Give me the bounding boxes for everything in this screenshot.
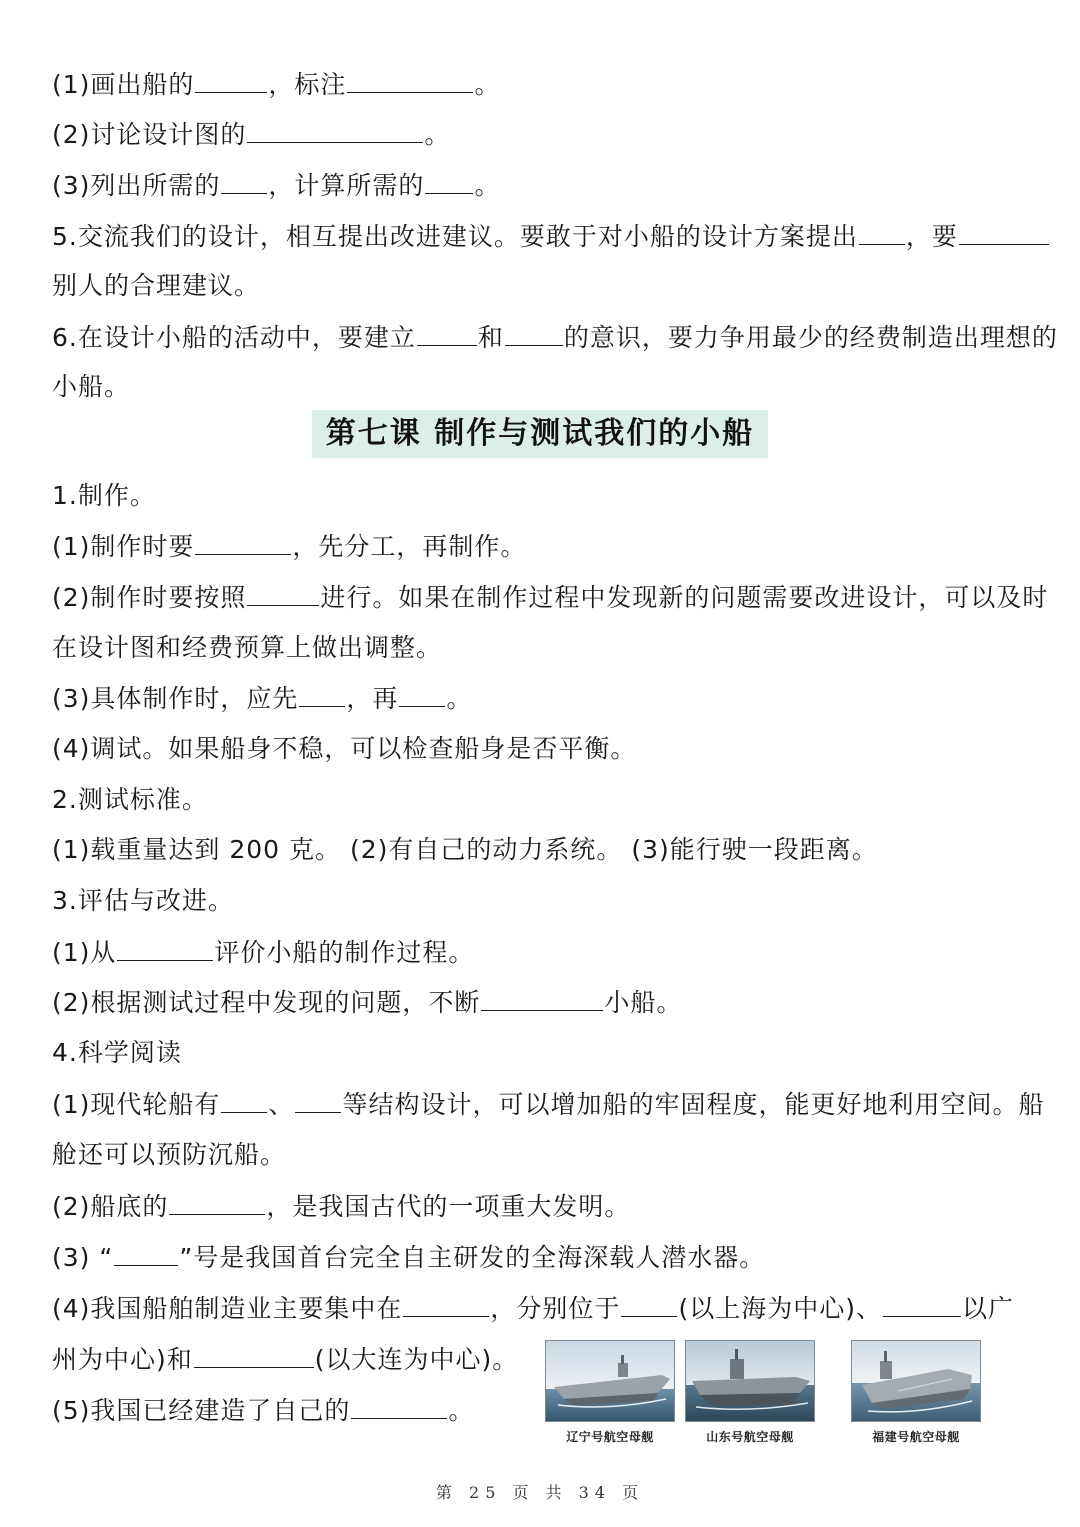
aircraft-carrier-photo-icon bbox=[685, 1340, 815, 1422]
eval-heading bbox=[52, 883, 1030, 919]
fill-blank bbox=[621, 1290, 677, 1317]
text-segment: ，计算所需的 bbox=[268, 171, 425, 200]
question-6 bbox=[52, 319, 1058, 356]
question-2-discuss bbox=[52, 116, 1030, 153]
text-segment: 6.在设计小船的活动中，要建立 bbox=[52, 323, 416, 352]
make-item-3 bbox=[52, 680, 1030, 717]
fill-blank bbox=[195, 66, 267, 93]
text-segment: ”号是我国首台完全自主研发的全海深载人潜水器。 bbox=[179, 1243, 766, 1272]
question-6-line2 bbox=[52, 369, 1030, 405]
aircraft-carrier-photo-icon bbox=[545, 1340, 675, 1422]
test-items bbox=[52, 832, 1030, 868]
text-segment: 在设计图和经费预算上做出调整。 bbox=[52, 633, 443, 662]
text-segment: ，再 bbox=[346, 684, 399, 713]
text-segment: 、 bbox=[268, 1090, 295, 1119]
section-heading: 1.制作。 bbox=[52, 481, 156, 510]
fill-blank bbox=[195, 528, 291, 555]
fill-blank bbox=[959, 218, 1049, 245]
make-item-2 bbox=[52, 579, 1049, 616]
text-segment: 以广 bbox=[961, 1294, 1014, 1323]
page-number: 第 25 页 共 34 页 bbox=[435, 1483, 645, 1502]
fill-blank bbox=[117, 934, 213, 961]
read-item-4 bbox=[52, 1290, 1030, 1327]
fill-blank bbox=[399, 680, 445, 707]
fill-blank bbox=[417, 319, 477, 346]
text-segment: 进行。如果在制作过程中发现新的问题需要改进设计，可以及时 bbox=[320, 583, 1049, 612]
fill-blank bbox=[425, 167, 473, 194]
text-segment: (3)具体制作时，应先 bbox=[52, 684, 299, 713]
ship-card-liaoning bbox=[545, 1340, 675, 1445]
text-segment: 。 bbox=[474, 70, 501, 99]
fill-blank bbox=[247, 579, 319, 606]
text-segment: (2)船底的 bbox=[52, 1192, 169, 1221]
question-5-line2 bbox=[52, 268, 1030, 304]
fill-blank bbox=[247, 116, 423, 143]
aircraft-carrier-gallery bbox=[545, 1340, 985, 1450]
text-segment: ，分别位于 bbox=[490, 1294, 621, 1323]
ship-caption: 辽宁号航空母舰 bbox=[566, 1430, 654, 1444]
ship-caption: 山东号航空母舰 bbox=[706, 1430, 794, 1444]
fill-blank bbox=[347, 66, 473, 93]
fill-blank bbox=[194, 1341, 314, 1368]
fill-blank bbox=[505, 319, 563, 346]
make-item-1 bbox=[52, 528, 1030, 565]
text-segment: (1)载重量达到 200 克。 (2)有自己的动力系统。 (3)能行驶一段距离。 bbox=[52, 835, 878, 864]
read-item-4-line2 bbox=[52, 1341, 518, 1378]
text-segment: 和 bbox=[477, 323, 504, 352]
text-segment: (3)列出所需的 bbox=[52, 171, 221, 200]
section-heading: 2.测试标准。 bbox=[52, 785, 208, 814]
text-segment: 小船。 bbox=[52, 372, 131, 401]
text-segment: (4)我国船舶制造业主要集中在 bbox=[52, 1294, 403, 1323]
fill-blank bbox=[403, 1290, 489, 1317]
text-segment: (以上海为中心)、 bbox=[678, 1294, 882, 1323]
section-heading: 4.科学阅读 bbox=[52, 1038, 182, 1067]
fill-blank bbox=[169, 1188, 265, 1215]
fill-blank bbox=[351, 1392, 447, 1419]
eval-item-2 bbox=[52, 984, 1030, 1021]
fill-blank bbox=[859, 218, 905, 245]
text-segment: (1)从 bbox=[52, 938, 117, 967]
section-heading: 3.评估与改进。 bbox=[52, 886, 234, 915]
text-segment: (2)根据测试过程中发现的问题，不断 bbox=[52, 988, 481, 1017]
read-item-2 bbox=[52, 1188, 1030, 1225]
make-item-2-line2 bbox=[52, 630, 1030, 666]
text-segment: ，要 bbox=[905, 222, 958, 251]
text-segment: 。 bbox=[474, 171, 501, 200]
test-heading bbox=[52, 782, 1030, 818]
text-segment: (2)制作时要按照 bbox=[52, 583, 247, 612]
ship-card-shandong bbox=[685, 1340, 815, 1445]
fill-blank bbox=[295, 1086, 341, 1113]
text-segment: (2)讨论设计图的 bbox=[52, 120, 247, 149]
ship-caption: 福建号航空母舰 bbox=[872, 1430, 960, 1444]
text-segment: 小船。 bbox=[604, 988, 683, 1017]
text-segment: (5)我国已经建造了自己的 bbox=[52, 1396, 351, 1425]
make-item-4 bbox=[52, 731, 1030, 767]
read-item-5 bbox=[52, 1392, 474, 1429]
fill-blank bbox=[221, 167, 267, 194]
text-segment: (以大连为中心)。 bbox=[314, 1345, 519, 1374]
text-segment: 的意识，要力争用最少的经费制造出理想的 bbox=[563, 323, 1058, 352]
text-segment: 。 bbox=[424, 120, 451, 149]
fill-blank bbox=[114, 1239, 178, 1266]
fill-blank bbox=[299, 680, 345, 707]
text-segment: 别人的合理建议。 bbox=[52, 271, 261, 300]
text-segment: 评价小船的制作过程。 bbox=[214, 938, 475, 967]
question-5 bbox=[52, 218, 1030, 255]
text-segment: ，先分工，再制作。 bbox=[292, 532, 527, 561]
text-segment: ，是我国古代的一项重大发明。 bbox=[266, 1192, 631, 1221]
read-item-1 bbox=[52, 1086, 1045, 1123]
read-heading bbox=[52, 1035, 1030, 1071]
text-segment: (1)制作时要 bbox=[52, 532, 195, 561]
ship-card-fujian bbox=[851, 1340, 981, 1445]
text-segment: 。 bbox=[446, 684, 473, 713]
text-segment: 舱还可以预防沉船。 bbox=[52, 1140, 287, 1169]
lesson-title: 第七课 制作与测试我们的小船 bbox=[312, 410, 768, 458]
question-1-draw bbox=[52, 66, 1030, 103]
text-segment: (1)画出船的 bbox=[52, 70, 195, 99]
fill-blank bbox=[221, 1086, 267, 1113]
question-3-list bbox=[52, 167, 1030, 204]
text-segment: 。 bbox=[448, 1396, 475, 1425]
text-segment: 州为中心)和 bbox=[52, 1345, 193, 1374]
text-segment: ，标注 bbox=[268, 70, 347, 99]
fill-blank bbox=[883, 1290, 961, 1317]
text-segment: (3) “ bbox=[52, 1243, 114, 1272]
text-segment: (4)调试。如果船身不稳，可以检查船身是否平衡。 bbox=[52, 734, 637, 763]
eval-item-1 bbox=[52, 934, 1030, 971]
text-segment: 等结构设计，可以增加船的牢固程度，能更好地利用空间。船 bbox=[342, 1090, 1045, 1119]
aircraft-carrier-photo-icon bbox=[851, 1340, 981, 1422]
text-segment: (1)现代轮船有 bbox=[52, 1090, 221, 1119]
text-segment: 5.交流我们的设计，相互提出改进建议。要敢于对小船的设计方案提出 bbox=[52, 222, 858, 251]
read-item-1-line2 bbox=[52, 1137, 1030, 1173]
fill-blank bbox=[481, 984, 603, 1011]
read-item-3 bbox=[52, 1239, 1030, 1276]
make-heading bbox=[52, 478, 1030, 514]
